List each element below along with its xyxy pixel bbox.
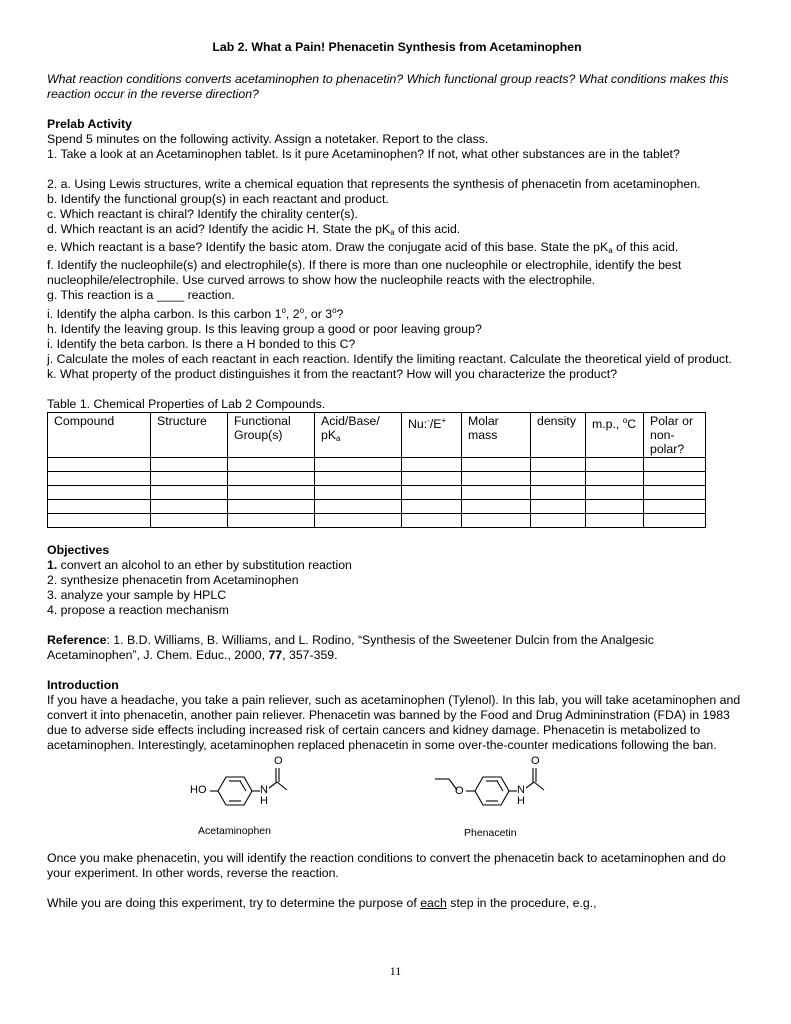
properties-table — [47, 412, 706, 528]
introduction-paragraph: If you have a headache, you take a pain reliever, such as acetaminophen (Tylenol). In this lab, you will take acetaminophen and convert it into phenacetin, another pain reliever. Phenacetin was banned by the Food and Drug Admininstration (FDA) in 1983 due to adverse side effects including increased risk of certain cancers and kidney damage. Phenacetin is metabolized to acetaminophen. Interestingly, acetaminophen replaced phenacetin in some over-the-counter medications following the ban. — [47, 693, 741, 752]
header-polarity: Polar or non-polar? — [644, 413, 706, 458]
header-structure: Structure — [151, 413, 228, 458]
acetaminophen-o-label: O — [274, 755, 283, 767]
objective-3: 3. analyze your sample by HPLC — [47, 588, 227, 602]
header-molar-mass: Molar mass — [462, 413, 531, 458]
table-row — [48, 472, 706, 486]
reference: Reference: 1. B.D. Williams, B. Williams, and L. Rodino, “Synthesis of the Sweetener Dulcin from the Analgesic Acetaminophen”, J. Chem. Educ., 2000, 77, 357-359. — [47, 633, 654, 662]
prelab-question-2d: d. Which reactant is an acid? Identify the acidic H. State the $pK_a$ of this acid. — [47, 222, 461, 237]
header-nucleophile-electrophile: Nu:-/E+ — [402, 413, 462, 458]
document-page — [47, 40, 747, 911]
prelab-heading: Prelab Activity — [47, 117, 132, 131]
objective-2: 2. synthesize phenacetin from Acetaminophen — [47, 573, 299, 587]
prelab-question-2a: 2. a. Using Lewis structures, write a chemical equation that represents the synthesis of phenacetin from acetaminophen. — [47, 177, 701, 191]
prelab-question-1: 1. Take a look at an Acetaminophen tablet. Is it pure Acetaminophen? If not, what other substances are in the tablet? — [47, 147, 680, 161]
table-row — [48, 500, 706, 514]
header-functional-groups: Functional Group(s) — [228, 413, 315, 458]
header-compound: Compound — [48, 413, 151, 458]
acetaminophen-ho-label: HO — [190, 784, 207, 796]
prelab-question-2c: c. Which reactant is chiral? Identify the chirality center(s). — [47, 207, 358, 221]
prelab-question-2f: f. Identify the nucleophile(s) and electrophile(s). If there is more than one nucleophile or electrophile, identify the best nucleophile/electrophile. Use curved arrows to show how the nucleophile reacts with the electrophile. — [47, 258, 682, 287]
prelab-question-2h: h. Identify the leaving group. Is this leaving group a good or poor leaving group? — [47, 322, 482, 336]
table-row — [48, 486, 706, 500]
header-acid-base-pka: Acid/Base/ $pK_a$ — [315, 413, 402, 458]
acetaminophen-label: Acetaminophen — [198, 825, 271, 837]
prelab-question-2i-alpha: i. Identify the alpha carbon. Is this carbon 1$^o$, 2$^o$, or 3$^o$? — [47, 306, 344, 321]
document-title: Lab 2. What a Pain! Phenacetin Synthesis from Acetaminophen — [212, 40, 582, 54]
acetaminophen-structure — [210, 768, 287, 805]
phenacetin-n-label: N — [517, 784, 525, 796]
structure-figures — [47, 757, 747, 841]
acetaminophen-n-label: N — [260, 784, 268, 796]
acetaminophen-h-label: H — [260, 795, 268, 807]
closing-paragraph-1: Once you make phenacetin, you will identify the reaction conditions to convert the phenacetin back to acetaminophen and do your experiment. In other words, reverse the reaction. — [47, 851, 726, 880]
objectives-heading: Objectives — [47, 543, 110, 557]
objective-1: 1. convert an alcohol to an ether by substitution reaction — [47, 558, 352, 572]
prelab-question-2k: k. What property of the product distinguishes it from the reactant? How will you characterize the product? — [47, 367, 618, 381]
phenacetin-o-ether-label: O — [455, 785, 464, 797]
lead-question: What reaction conditions converts acetaminophen to phenacetin? Which functional group reacts? What conditions makes this reaction occur in the reverse direction? — [47, 72, 729, 101]
introduction-heading: Introduction — [47, 678, 119, 692]
prelab-question-2g: g. This reaction is a ____ reaction. — [47, 288, 235, 302]
phenacetin-structure — [435, 768, 544, 805]
phenacetin-h-label: H — [517, 795, 525, 807]
table-row — [48, 458, 706, 472]
table-row — [48, 514, 706, 528]
prelab-question-2i-beta: i. Identify the beta carbon. Is there a H bonded to this C? — [47, 337, 356, 351]
prelab-question-2e: e. Which reactant is a base? Identify the basic atom. Draw the conjugate acid of this base. State the $pK_a$ of this acid. — [47, 240, 679, 255]
objective-4: 4. propose a reaction mechanism — [47, 603, 229, 617]
prelab-question-2j: j. Calculate the moles of each reactant in each reaction. Identify the limiting reactant. Calculate the theoretical yield of product. — [47, 352, 732, 366]
header-melting-point: m.p., $^o$C — [586, 413, 644, 458]
header-density: density — [531, 413, 586, 458]
page-number: 11 — [389, 964, 402, 978]
phenacetin-label: Phenacetin — [464, 827, 517, 839]
table-caption: Table 1. Chemical Properties of Lab 2 Compounds. — [47, 397, 326, 411]
closing-paragraph-2: While you are doing this experiment, try to determine the purpose of each step in the procedure, e.g., — [47, 896, 597, 910]
table-header-row — [48, 413, 706, 458]
prelab-question-2b: b. Identify the functional group(s) in each reactant and product. — [47, 192, 389, 206]
chemical-structures-drawing — [47, 757, 747, 841]
prelab-intro: Spend 5 minutes on the following activity. Assign a notetaker. Report to the class. — [47, 132, 489, 146]
phenacetin-o-label: O — [531, 755, 540, 767]
